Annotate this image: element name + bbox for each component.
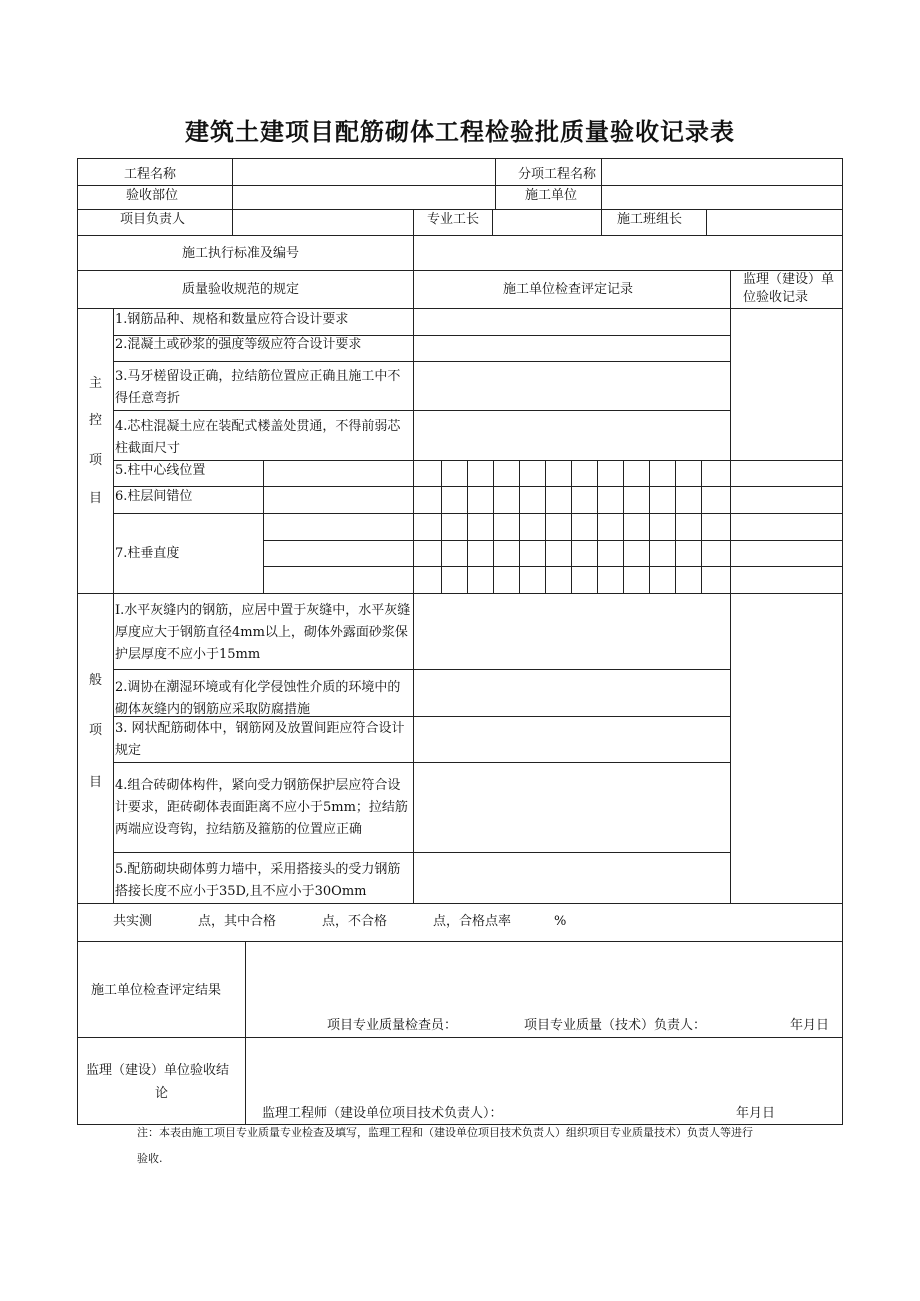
general-item: 4.组合砖砌体构件，紧向受力钢筋保护层应符合设计要求，距砖砌体表面距离不应小于5mm；拉结筋两端应设弯钩，拉结筋及箍筋的位置应正确 [115,778,408,837]
supervision-column-header-line1: 监理（建设）单 [743,272,835,287]
main-control-label-char: 控 [89,413,103,428]
general-item: 3. 网状配筋砌体中，钢筋网及放置间距应符合设计规定 [115,721,405,758]
footnote-line1: 注：本表由施工项目专业质量专业检查及填写，监理工程和（建设单位项目技术负责人）组织项目专业质量技术）负责人等进行 [137,1126,753,1139]
summary-rate: 点，合格点率 [433,914,512,929]
spec-column-header: 质量验收规范的规定 [182,282,300,297]
construction-result-date: 年月日 [790,1018,830,1033]
main-control-label-char: 目 [89,491,103,506]
construction-result-label: 施工单位检查评定结果 [91,983,222,998]
general-label-char: 项 [89,723,103,738]
acceptance-part-label: 验收部位 [126,188,179,203]
general-label-char: 般 [89,673,103,688]
summary-measured: 共实测 [113,914,153,929]
main-control-item: 5.柱中心线位置 [115,463,206,478]
footnote-line2: 验收. [137,1152,163,1165]
project-name-label: 工程名称 [124,167,177,182]
main-control-label-char: 主 [89,376,103,391]
summary-fail: 点，不合格 [322,914,388,929]
summary-pass: 点，其中合格 [198,914,277,929]
check-record-column-header: 施工单位检查评定记录 [503,282,634,297]
main-control-item: 3.马牙槎留设正确，拉结筋位置应正确且施工中不得任意弯折 [115,369,401,406]
general-item: 5.配筋砌块砌体剪力墙中，采用搭接头的受力钢筋搭接长度不应小于35D,且不应小于30Omm [115,862,401,899]
supervision-engineer-signature: 监理工程师（建设单位项目技术负责人）： [262,1106,503,1121]
quality-inspector-signature: 项目专业质量检查员： [327,1018,458,1033]
general-item: I.水平灰缝内的钢筋，应居中置于灰缝中，水平灰缝厚度应大于钢筋直径4mm以上，砌体外露面砂浆保护层厚度不应小于15mm [115,603,411,662]
main-control-item: 1.钢筋品种、规格和数量应符合设计要求 [115,312,349,327]
tech-leader-signature: 项目专业质量（技术）负责人： [524,1018,707,1033]
main-control-item: 7.柱垂直度 [115,546,180,561]
main-control-label-char: 项 [89,453,103,468]
general-label-char: 目 [89,775,103,790]
standard-label: 施工执行标准及编号 [182,246,300,261]
construction-unit-label: 施工单位 [525,188,578,203]
form-title: 建筑土建项目配筋砌体工程检验批质量验收记录表 [185,118,735,146]
supervision-conclusion-label-line1: 监理（建设）单位验收结 [86,1063,230,1078]
supervision-column-header-line2: 位验收记录 [743,290,809,305]
summary-percent: % [554,914,567,929]
main-control-item: 2.混凝土或砂浆的强度等级应符合设计要求 [115,337,362,352]
main-control-item: 4.芯柱混凝土应在装配式楼盖处贯通，不得前弱芯柱截面尺寸 [115,419,401,456]
general-item: 2.调协在潮湿环境或有化学侵蚀性介质的环境中的砌体灰缝内的钢筋应采取防腐措施 [115,680,401,717]
supervision-conclusion-label-line2: 论 [155,1086,169,1101]
project-manager-label: 项目负责人 [120,212,186,227]
team-leader-label: 施工班组长 [617,212,683,227]
sub-project-label: 分项工程名称 [518,167,597,182]
foreman-label: 专业工长 [427,212,480,227]
main-control-item: 6.柱层间错位 [115,489,193,504]
supervision-date: 年月日 [736,1106,776,1121]
